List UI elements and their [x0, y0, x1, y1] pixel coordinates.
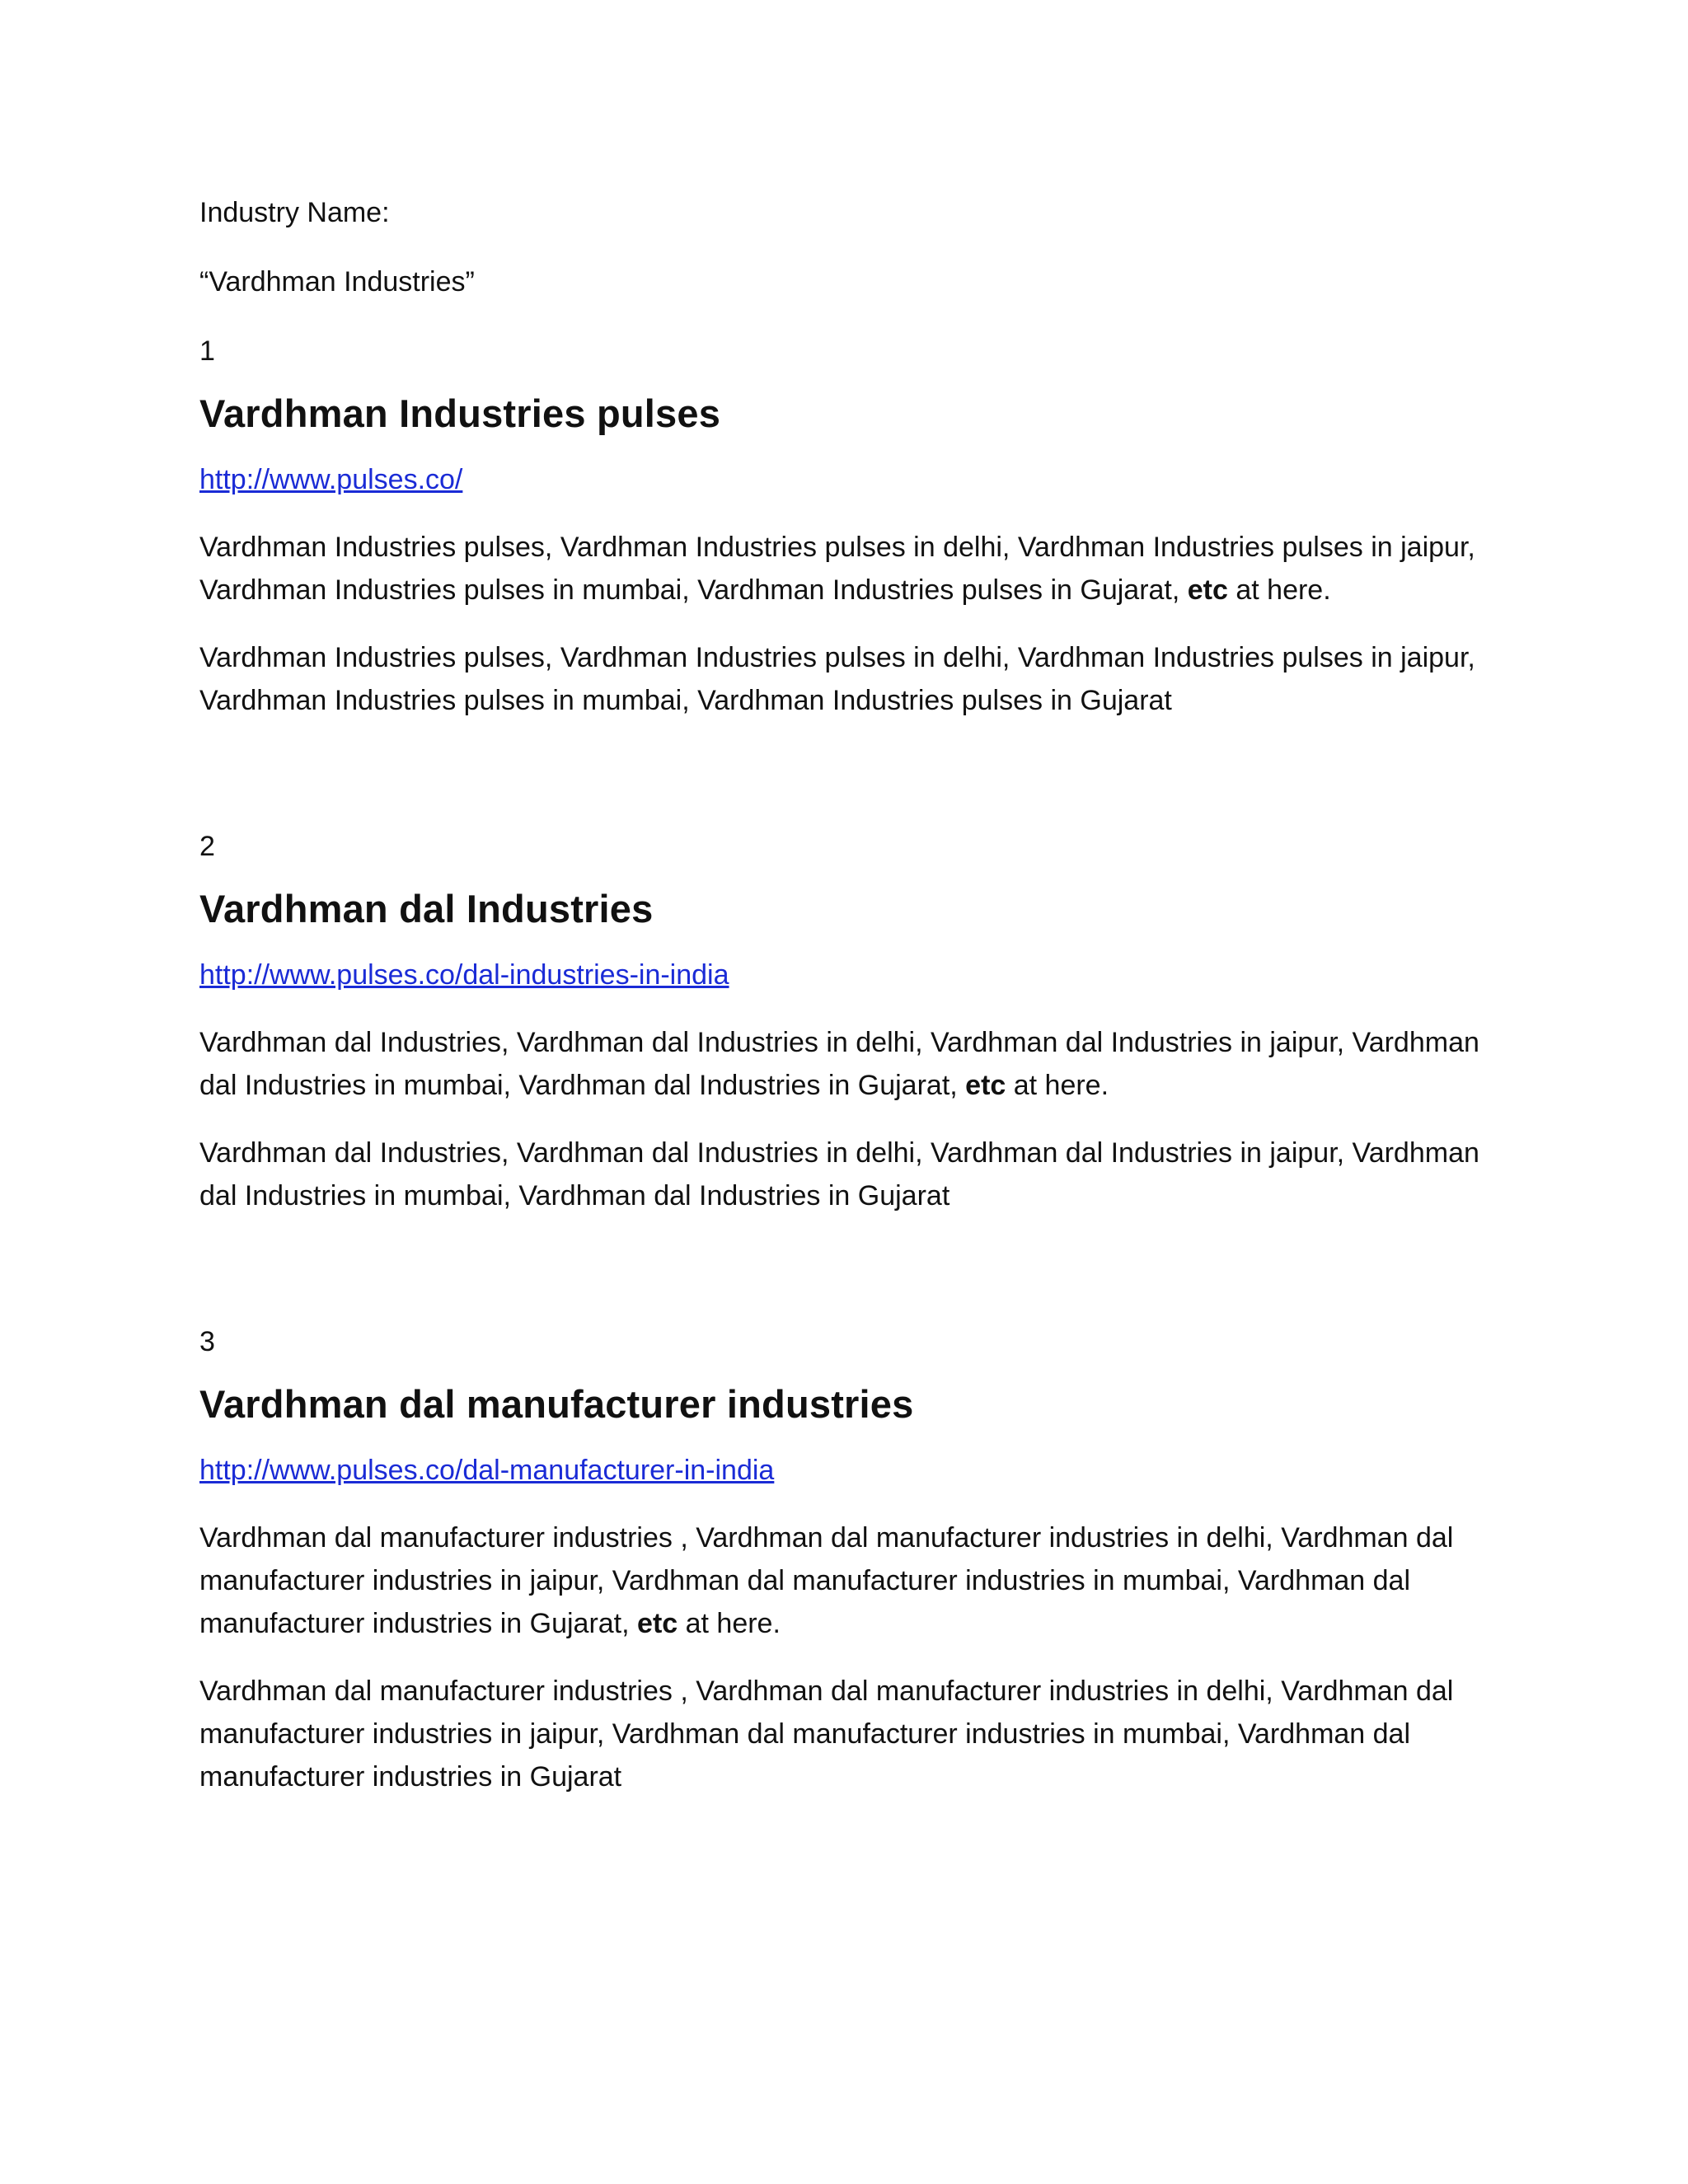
- section-number: 1: [199, 335, 215, 367]
- section-number: 2: [199, 831, 215, 862]
- paragraph-text: Vardhman dal manufacturer industries , Vardhman dal manufacturer industries in delhi, Vardhman dal manufacturer industries in jaipur, Vardhman dal manufacturer industries in mumbai, Vardhman dal manufacturer industries in Gujarat,: [199, 1522, 1454, 1639]
- paragraph-tail: at here.: [678, 1608, 781, 1639]
- paragraph-bold-etc: etc: [965, 1070, 1006, 1101]
- section-number: 3: [199, 1326, 215, 1357]
- section-paragraph-1: [199, 1516, 1502, 1645]
- section-1: [199, 330, 1502, 722]
- paragraph-text: Vardhman dal Industries, Vardhman dal Industries in delhi, Vardhman dal Industries in jaipur, Vardhman dal Industries in mumbai, Vardhman dal Industries in Gujarat,: [199, 1027, 1479, 1101]
- section-paragraph-1: [199, 1021, 1502, 1107]
- paragraph-tail: at here.: [1006, 1070, 1109, 1101]
- section-link[interactable]: http://www.pulses.co/: [199, 464, 463, 495]
- section-paragraph-2: Vardhman Industries pulses, Vardhman Industries pulses in delhi, Vardhman Industries pulses in jaipur, Vardhman Industries pulses in mumbai, Vardhman Industries pulses in Gujarat: [199, 642, 1475, 716]
- section-2: [199, 825, 1502, 1217]
- industry-name-value: “Vardhman Industries”: [199, 266, 475, 298]
- document-body: [199, 191, 1502, 1823]
- industry-name-label: Industry Name:: [199, 197, 390, 228]
- section-title: Vardhman dal manufacturer industries: [199, 1382, 914, 1426]
- section-link[interactable]: http://www.pulses.co/dal-industries-in-india: [199, 959, 729, 991]
- section-3: [199, 1320, 1502, 1798]
- section-title: Vardhman dal Industries: [199, 887, 654, 930]
- paragraph-bold-etc: etc: [1187, 574, 1228, 606]
- section-paragraph-1: [199, 526, 1502, 612]
- section-title: Vardhman Industries pulses: [199, 391, 721, 435]
- paragraph-text: Vardhman Industries pulses, Vardhman Industries pulses in delhi, Vardhman Industries pulses in jaipur, Vardhman Industries pulses in mumbai, Vardhman Industries pulses in Gujarat,: [199, 532, 1475, 606]
- paragraph-tail: at here.: [1227, 574, 1331, 606]
- paragraph-bold-etc: etc: [637, 1608, 678, 1639]
- section-paragraph-2: Vardhman dal manufacturer industries , Vardhman dal manufacturer industries in delhi, Vardhman dal manufacturer industries in jaipur, Vardhman dal manufacturer industries in mumbai, Vardhman dal manufacturer industries in Gujarat: [199, 1675, 1454, 1793]
- section-link[interactable]: http://www.pulses.co/dal-manufacturer-in-india: [199, 1455, 775, 1486]
- section-paragraph-2: Vardhman dal Industries, Vardhman dal Industries in delhi, Vardhman dal Industries in jaipur, Vardhman dal Industries in mumbai, Vardhman dal Industries in Gujarat: [199, 1137, 1479, 1212]
